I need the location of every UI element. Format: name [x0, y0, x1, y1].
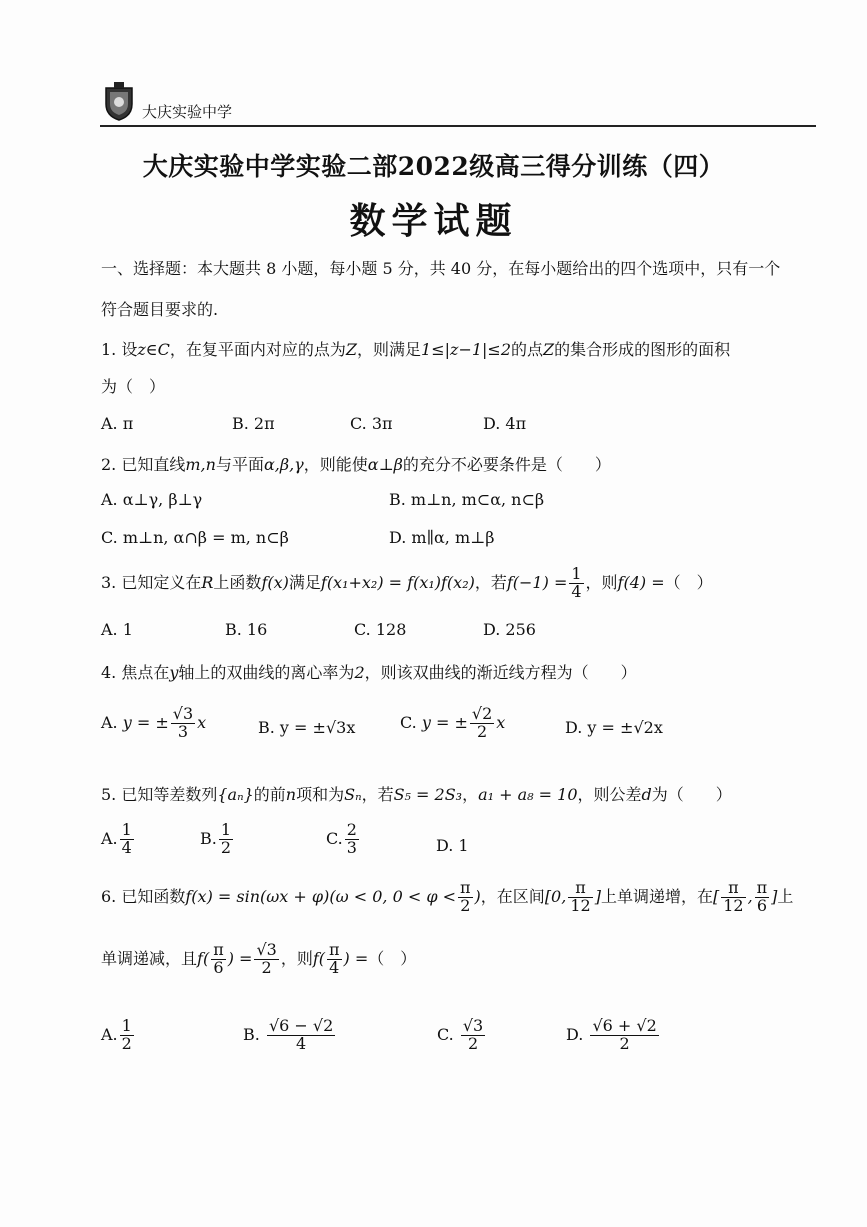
q6-option-a: A. $\frac{1}{2}$	[101, 1016, 132, 1053]
q3-option-d: D. 256	[483, 620, 536, 639]
question-number: 6.	[101, 886, 117, 906]
q1-option-c: C. 3π	[350, 414, 393, 433]
q3-option-a: A. 1	[101, 620, 133, 639]
fraction: $\frac{\pi}{12}$	[723, 878, 744, 915]
q5-option-a: A. $\frac{1}{4}$	[101, 820, 132, 857]
q6-option-b: B. $\frac{√6 - √2}{4}$	[243, 1016, 334, 1053]
question-5-text: 5. 已知等差数列{aₙ}的前n项和为Sₙ，若S₅ = 2S₃，a₁ + a₈ = 10，则公差d为（ ）	[101, 785, 732, 804]
fraction: $\frac{\pi}{6}$	[213, 940, 224, 977]
q5-option-b: B. $\frac{1}{2}$	[200, 820, 232, 857]
exam-subtitle: 数学试题	[349, 200, 518, 242]
fraction: $\frac{\pi}{6}$	[756, 878, 768, 915]
q4-option-d: D. y = ±√2x	[565, 718, 663, 737]
fraction: $\frac{\pi}{2}$	[460, 878, 471, 915]
question-number: 5.	[101, 785, 117, 804]
fraction: $\frac{√2}{2}$	[471, 704, 493, 741]
exam-title: 大庆实验中学实验二部2022级高三得分训练（四）	[142, 152, 725, 181]
question-number: 4.	[101, 663, 117, 682]
fraction: $\frac{√6 + √2}{2}$	[592, 1016, 657, 1053]
question-number: 2.	[101, 455, 117, 474]
school-logo-icon	[100, 78, 138, 122]
q3-option-c: C. 128	[354, 620, 407, 639]
q2-option-a: A. α⊥γ, β⊥γ	[101, 490, 203, 509]
school-name: 大庆实验中学	[142, 103, 233, 121]
question-number: 3.	[101, 572, 117, 592]
question-3-text: 3. 已知定义在R上函数f(x)满足f(x₁+x₂) = f(x₁)f(x₂)，若f(−1) = $\frac{1}{4}$ ，则f(4) =（ ）	[101, 564, 713, 601]
fraction: $\frac{1}{4}$	[571, 564, 582, 601]
question-1-text: 1. 设z∈C，在复平面内对应的点为Z，则满足1≤|z−1|≤2的点Z的集合形成的图形的面积	[101, 340, 731, 359]
question-number: 1.	[101, 340, 117, 359]
fraction: $\frac{1}{2}$	[220, 820, 232, 857]
section-heading-line1: 一、选择题：本大题共 8 小题，每小题 5 分，共 40 分，在每小题给出的四个选项中，只有一个	[101, 259, 781, 278]
fraction: $\frac{2}{3}$	[346, 820, 357, 857]
question-6-text: 6. 已知函数f(x) = sin(ωx + φ)(ω < 0, 0 < φ < $\frac{\pi}{2}$ )，在区间[0, $\frac{\pi}{12}$ ]上单调递增，在[ $\frac{\pi}{12}$ , $\frac{\pi}{6}$ ]上	[101, 878, 794, 915]
section-heading-line2: 符合题目要求的.	[101, 300, 219, 319]
q4-option-a: A. y = ± $\frac{√3}{3}$ x	[101, 704, 207, 741]
q1-option-b: B. 2π	[232, 414, 275, 433]
q5-option-c: C. $\frac{2}{3}$	[326, 820, 357, 857]
fraction: $\frac{\pi}{4}$	[329, 940, 340, 977]
q5-option-d: D. 1	[436, 836, 469, 855]
fraction: $\frac{√6 - √2}{4}$	[268, 1016, 334, 1053]
q1-option-d: D. 4π	[483, 414, 527, 433]
header-divider	[100, 125, 816, 127]
q2-option-c: C. m⊥n, α∩β = m, n⊂β	[101, 528, 289, 547]
fraction: $\frac{√3}{3}$	[172, 704, 194, 741]
question-6-text-line2: 单调递减，且f( $\frac{\pi}{6}$ ) = $\frac{√3}{2}$ ，则f( $\frac{\pi}{4}$ ) =（ ）	[101, 940, 417, 977]
question-1-text-line2: 为（ ）	[101, 377, 166, 396]
q2-option-b: B. m⊥n, m⊂α, n⊂β	[389, 490, 545, 509]
fraction: $\frac{1}{4}$	[121, 820, 132, 857]
q2-option-d: D. m∥α, m⊥β	[389, 528, 495, 547]
q4-option-c: C. y = ± $\frac{√2}{2}$ x	[400, 704, 506, 741]
question-2-text: 2. 已知直线m,n与平面α,β,γ，则能使α⊥β的充分不必要条件是（ ）	[101, 455, 611, 474]
q4-option-b: B. y = ±√3x	[258, 718, 356, 737]
q6-option-c: C. $\frac{√3}{2}$	[437, 1016, 484, 1053]
fraction: $\frac{√3}{2}$	[462, 1016, 484, 1053]
question-4-text: 4. 焦点在y轴上的双曲线的离心率为2，则该双曲线的渐近线方程为（ ）	[101, 663, 637, 682]
fraction: $\frac{\pi}{12}$	[570, 878, 591, 915]
fraction: $\frac{√3}{2}$	[256, 940, 277, 977]
fraction: $\frac{1}{2}$	[121, 1016, 132, 1053]
q3-option-b: B. 16	[225, 620, 268, 639]
q6-option-d: D. $\frac{√6 + √2}{2}$	[566, 1016, 657, 1053]
q1-option-a: A. π	[101, 414, 134, 433]
